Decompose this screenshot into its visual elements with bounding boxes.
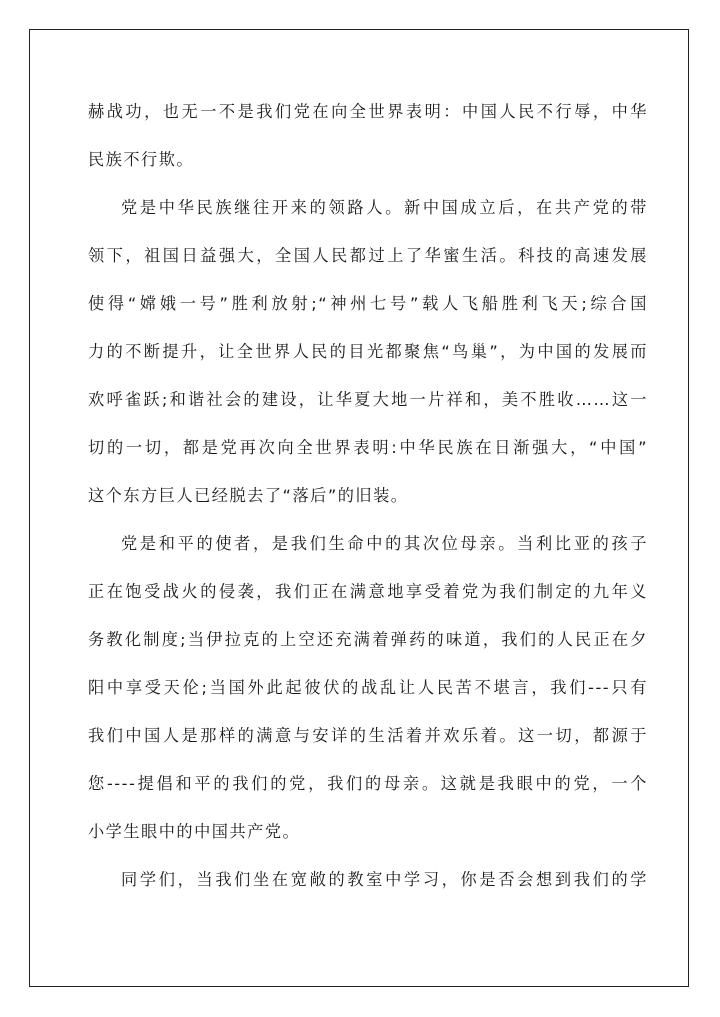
text-line: 这个东方巨人已经脱去了“落后”的旧装。 [88,486,409,505]
text-line: 您----提倡和平的我们的党，我们的母亲。这就是我眼中的党，一个 [88,774,648,793]
text-line: 民族不行欺。 [88,150,195,169]
text-line: 小学生眼中的中国共产党。 [88,822,301,841]
text-line: 同学们，当我们坐在宽敞的教室中学习，你是否会想到我们的学 [121,870,648,889]
text-line: 欢呼雀跃;和谐社会的建设，让华夏大地一片祥和，美不胜收……这一 [88,390,648,409]
text-line: 赫战功，也无一不是我们党在向全世界表明：中国人民不行辱，中华 [88,102,648,121]
text-line: 党是中华民族继往开来的领路人。新中国成立后，在共产党的带 [121,198,648,217]
text-line: 我们中国人是那样的满意与安详的生活着并欢乐着。这一切，都源于 [88,726,648,745]
text-line: 使得“嫦娥一号”胜利放射;“神州七号”载人飞船胜利飞天;综合国 [88,294,648,313]
text-line: 正在饱受战火的侵袭，我们正在满意地享受着党为我们制定的九年义 [88,582,648,601]
text-line: 领下，祖国日益强大，全国人民都过上了华蜜生活。科技的高速发展 [88,246,648,265]
text-line: 力的不断提升，让全世界人民的目光都聚焦“鸟巢”，为中国的发展而 [88,342,648,361]
text-line: 阳中享受天伦;当国外此起彼伏的战乱让人民苦不堪言，我们---只有 [88,678,648,697]
text-line: 务教化制度;当伊拉克的上空还充满着弹药的味道，我们的人民正在夕 [88,630,648,649]
page-border [29,29,689,987]
text-line: 切的一切，都是党再次向全世界表明:中华民族在日渐强大，“中国” [88,438,648,457]
text-line: 党是和平的使者，是我们生命中的其次位母亲。当利比亚的孩子 [121,534,648,553]
